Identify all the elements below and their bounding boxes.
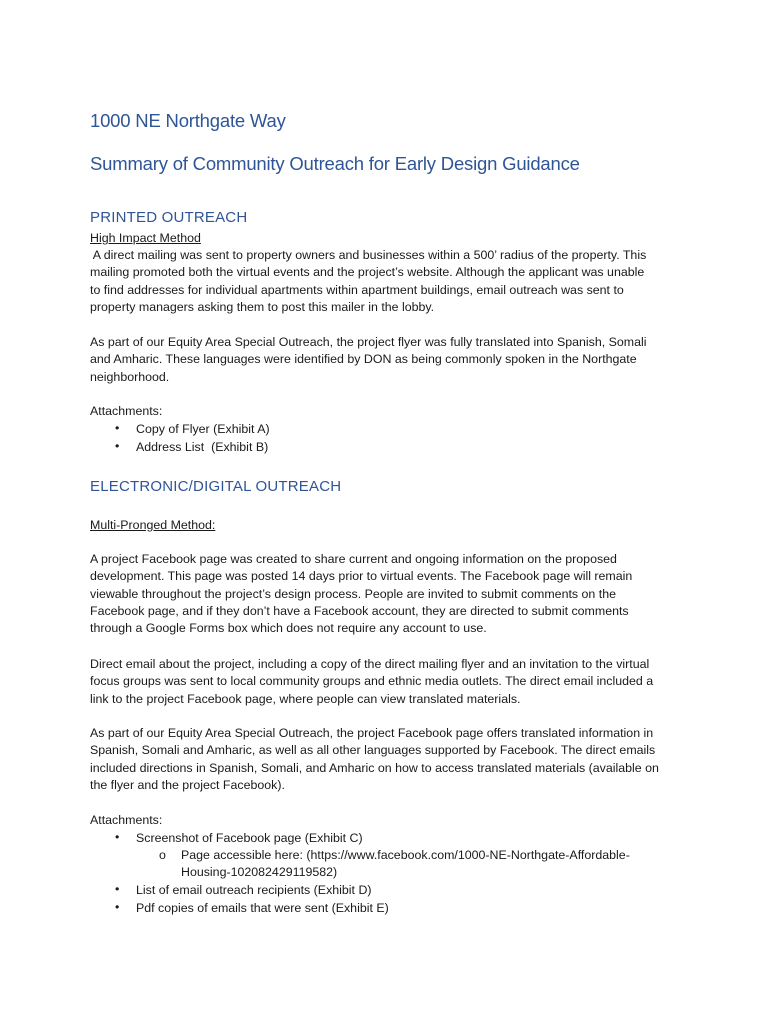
electronic-outreach-heading: ELECTRONIC/DIGITAL OUTREACH <box>90 478 342 495</box>
sub-bullet-icon: o <box>159 848 166 862</box>
attachment-item: Screenshot of Facebook page (Exhibit C) <box>136 831 363 845</box>
printed-attachments-label: Attachments: <box>90 404 163 418</box>
bullet-icon: • <box>115 421 120 435</box>
bullet-icon: • <box>115 439 120 453</box>
bullet-icon: • <box>115 830 120 844</box>
text-line: Spanish, Somali and Amharic, as well as all other languages supported by Facebook. The direct emails <box>90 743 656 758</box>
text-line: Facebook page, and if they don’t have a Facebook account, they are directed to submit comments <box>90 603 629 618</box>
text-line: and Amharic. These languages were identified by DON as being commonly spoken in the Northgate <box>90 352 637 367</box>
text-line: included directions in Spanish, Somali, and Amharic on how to access translated materials (available on <box>90 760 659 775</box>
text-line: As part of our Equity Area Special Outreach, the project flyer was fully translated into Spanish, Somali <box>90 335 647 349</box>
text-line: through a Google Forms box which does not require any account to use. <box>90 621 487 636</box>
attachment-item: Copy of Flyer (Exhibit A) <box>136 422 270 436</box>
text-line: A project Facebook page was created to share current and ongoing information on the proposed <box>90 552 617 566</box>
bullet-icon: • <box>115 900 120 914</box>
bullet-icon: • <box>115 882 120 896</box>
electronic-paragraph-2 <box>90 656 680 708</box>
text-line: development. This page was posted 14 days prior to virtual events. The Facebook page will remain <box>90 569 633 584</box>
printed-paragraph-2 <box>90 334 680 386</box>
text-line: the flyer and the project Facebook). <box>90 777 285 792</box>
text-line: viewable throughout the project’s design process. People are invited to submit comments on the <box>90 586 616 601</box>
high-impact-method-label: High Impact Method <box>90 231 201 245</box>
attachment-item: List of email outreach recipients (Exhibit D) <box>136 883 372 897</box>
facebook-page-link[interactable]: Page accessible here: (https://www.facebook.com/1000-NE-Northgate-Affordable- <box>181 848 630 862</box>
text-line: mailing promoted both the virtual events and the project’s website. Although the applicant was unable <box>90 265 645 280</box>
text-line: focus groups was sent to local community groups and ethnic media outlets. The direct email included a <box>90 674 654 689</box>
facebook-page-link-continued[interactable]: Housing-102082429119582) <box>181 865 338 879</box>
printed-outreach-heading: PRINTED OUTREACH <box>90 209 248 226</box>
electronic-paragraph-3 <box>90 725 680 794</box>
printed-paragraph-1 <box>90 247 680 316</box>
multi-pronged-method-label: Multi-Pronged Method: <box>90 518 216 532</box>
address-title: 1000 NE Northgate Way <box>90 110 286 131</box>
summary-title: Summary of Community Outreach for Early Design Guidance <box>90 153 580 174</box>
text-line: neighborhood. <box>90 369 170 384</box>
text-line: link to the project Facebook page, where people can view translated materials. <box>90 691 521 706</box>
text-line: As part of our Equity Area Special Outreach, the project Facebook page offers translated information in <box>90 726 654 740</box>
text-line: Direct email about the project, including a copy of the direct mailing flyer and an invitation to the virtual <box>90 657 650 671</box>
electronic-paragraph-1 <box>90 551 680 637</box>
text-line: property managers asking them to post this mailer in the lobby. <box>90 299 435 314</box>
text-line: A direct mailing was sent to property owners and businesses within a 500’ radius of the property. This <box>90 248 647 262</box>
electronic-attachments-label: Attachments: <box>90 813 163 827</box>
text-line: to find addresses for individual apartments within apartment buildings, email outreach was sent to <box>90 282 624 297</box>
attachment-item: Address List (Exhibit B) <box>136 440 269 454</box>
attachment-item: Pdf copies of emails that were sent (Exhibit E) <box>136 901 389 915</box>
